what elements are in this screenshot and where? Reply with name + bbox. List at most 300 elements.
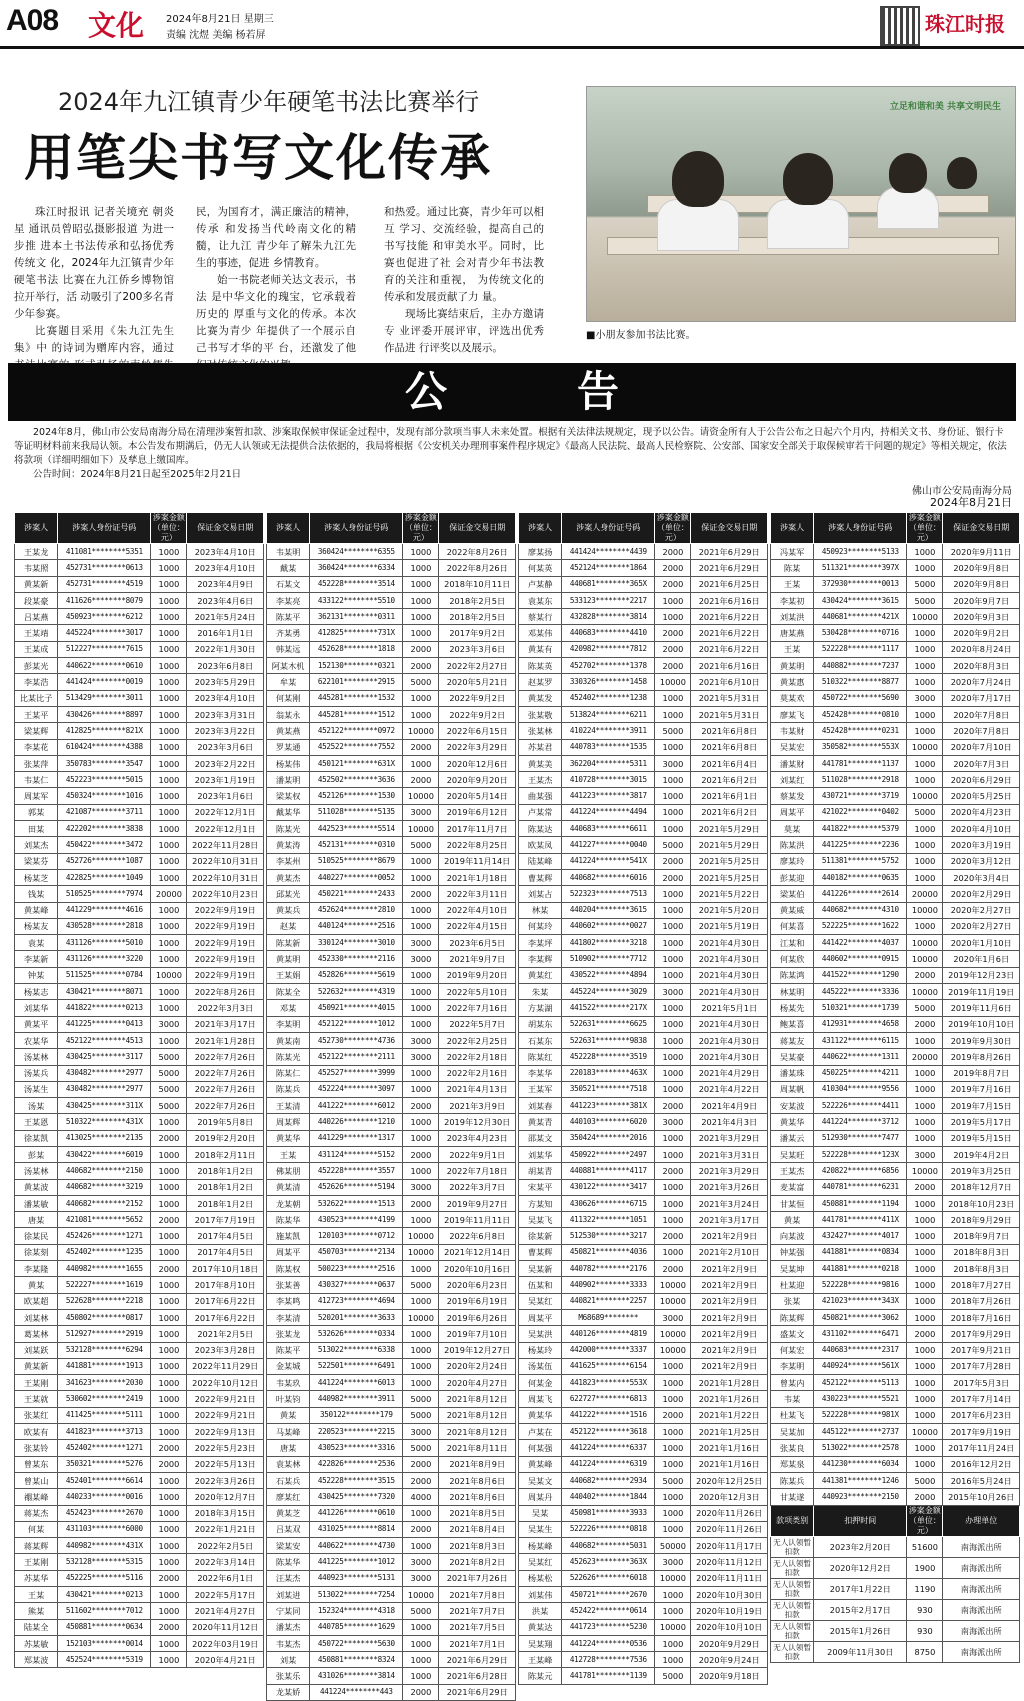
table-cell: 452731********0613 [58, 560, 151, 576]
table-cell: 412723********4694 [310, 1293, 403, 1309]
table-cell: 刘某伟 [519, 1587, 562, 1603]
table-row [267, 641, 516, 657]
table-cell: 廖某飞 [771, 706, 814, 722]
table-cell: 2021年3月9日 [439, 1098, 516, 1114]
table-cell: 江某和 [771, 935, 814, 951]
article-paragraph: 现场比赛结束后，主办方邀请专 业评委开展评审，评选出优秀作品进 行评奖以及展示。 [384, 308, 544, 354]
table-cell: 431102********6471 [814, 1326, 907, 1342]
table-cell: 蔡某行 [519, 609, 562, 625]
table-cell: 郭某 [15, 804, 58, 820]
table-cell: 2021年6月29日 [691, 544, 768, 560]
table-cell: 522228********1117 [814, 641, 907, 657]
table-row [267, 1538, 516, 1554]
table-cell: 530602********2419 [58, 1391, 151, 1407]
table-row [771, 935, 1020, 951]
table-cell: 2020年9月8日 [943, 576, 1020, 592]
table-cell: 欧某超 [15, 1293, 58, 1309]
table-row [771, 1000, 1020, 1016]
table-cell: 450881********8324 [310, 1652, 403, 1668]
table-cell: 钟某 [15, 967, 58, 983]
table-cell: 葛某林 [15, 1326, 58, 1342]
table-cell: 韦某财 [771, 723, 814, 739]
table-cell: 2020年9月8日 [943, 560, 1020, 576]
table-cell: 512227********7615 [58, 641, 151, 657]
table-row [519, 1342, 768, 1358]
table-cell: 2020年6月29日 [943, 772, 1020, 788]
table-cell: 1000 [151, 1293, 187, 1309]
table-cell: 622727********6813 [562, 1391, 655, 1407]
table-cell: 10000 [907, 1163, 943, 1179]
table-cell: 2020年9月11日 [943, 544, 1020, 560]
table-cell: 2017年9月29日 [943, 1326, 1020, 1342]
table-cell: 王某 [267, 1146, 310, 1162]
table-cell: 440124********2516 [310, 918, 403, 934]
table-row [15, 869, 264, 885]
table-cell: 吕某燕 [15, 609, 58, 625]
table-cell: 441723********5230 [562, 1619, 655, 1635]
table-row [267, 837, 516, 853]
table-cell: 刘某华 [15, 1000, 58, 1016]
table-cell: 2020年3月4日 [943, 869, 1020, 885]
table-row [771, 902, 1020, 918]
table-cell: 2021年4月30日 [691, 984, 768, 1000]
table-cell: 522626********6018 [562, 1570, 655, 1586]
table-row [771, 1599, 1020, 1620]
table-cell: 372930********0013 [814, 576, 907, 592]
table-row [771, 706, 1020, 722]
table-cell: 2021年7月5日 [439, 1619, 516, 1635]
table-cell: 2021年4月30日 [691, 1032, 768, 1048]
table-cell: 2022年8月26日 [439, 560, 516, 576]
table-cell: 2020年9月2日 [943, 625, 1020, 641]
table-cell: 2021年6月8日 [691, 739, 768, 755]
table-cell: 50000 [655, 1538, 691, 1554]
table-row [771, 1146, 1020, 1162]
table-cell: 450923********6212 [58, 609, 151, 625]
table-cell: 2000 [403, 1684, 439, 1700]
table-cell: 1000 [151, 1146, 187, 1162]
table-cell: 3000 [151, 1016, 187, 1032]
table-row [519, 804, 768, 820]
table-cell: 2021年4月30日 [691, 951, 768, 967]
table-cell: 2021年7月1日 [439, 1635, 516, 1651]
table-cell: 2019年3月25日 [943, 1163, 1020, 1179]
table-cell: 2022年2月18日 [439, 1049, 516, 1065]
table-cell: 2017年6月23日 [943, 1407, 1020, 1423]
table-cell: 刘某洪 [771, 609, 814, 625]
table-cell: 1000 [151, 1587, 187, 1603]
table-cell: 邓某伟 [519, 625, 562, 641]
table-row [267, 1130, 516, 1146]
table-row [267, 1212, 516, 1228]
table-row [15, 609, 264, 625]
table-row [771, 1391, 1020, 1407]
table-cell: 1000 [403, 1358, 439, 1374]
table-cell: 2000 [151, 1570, 187, 1586]
table-row [519, 544, 768, 560]
table-row [519, 886, 768, 902]
table-cell: 1000 [403, 1261, 439, 1277]
table-cell: 452402********1271 [58, 1440, 151, 1456]
table-cell: 2019年5月17日 [943, 1114, 1020, 1130]
table-row [15, 1130, 264, 1146]
table-cell: 阿某木机 [267, 658, 310, 674]
table-cell: 2023年4月23日 [439, 1130, 516, 1146]
table-cell: 430482********2977 [58, 1065, 151, 1081]
table-cell: 532128********5315 [58, 1554, 151, 1570]
table-cell: 1000 [151, 1358, 187, 1374]
table-cell: 吴某翔 [519, 1635, 562, 1651]
table-cell: 1000 [403, 1212, 439, 1228]
table-row [519, 869, 768, 885]
table-row [15, 674, 264, 690]
table-cell: 452402********1235 [58, 1244, 151, 1260]
table-row [771, 1440, 1020, 1456]
table-cell: 1000 [907, 1293, 943, 1309]
table-cell: 1000 [151, 1635, 187, 1651]
table-cell: 431103********6000 [58, 1521, 151, 1537]
table-cell: 2021年8月12日 [439, 1424, 516, 1440]
table-cell: 445222********3336 [814, 984, 907, 1000]
table-row [771, 1407, 1020, 1423]
table-row [267, 1261, 516, 1277]
table-cell: 2021年4月30日 [691, 1016, 768, 1032]
table-cell: 1000 [151, 544, 187, 560]
table-row [519, 1163, 768, 1179]
table-cell: 唐某 [267, 1440, 310, 1456]
table-cell: 2000 [151, 1440, 187, 1456]
table-cell: 411626********8079 [58, 592, 151, 608]
table-cell: 10000 [655, 1277, 691, 1293]
table-cell: 2020年9月3日 [943, 609, 1020, 625]
table-cell: 2021年6月2日 [691, 772, 768, 788]
table-cell: 杨某志 [15, 984, 58, 1000]
table-cell: 1000 [151, 1407, 187, 1423]
table-cell: 2021年1月28日 [691, 1375, 768, 1391]
table-cell: 王某 [771, 641, 814, 657]
table-cell: 445281********1532 [310, 690, 403, 706]
table-cell: 南海派出所 [943, 1578, 1020, 1599]
table-row [771, 984, 1020, 1000]
table-cell: 2021年2月9日 [691, 1277, 768, 1293]
table-row [15, 1098, 264, 1114]
table-cell: 3000 [655, 984, 691, 1000]
table-cell: 2021年8月4日 [439, 1521, 516, 1537]
table-cell: 黄某燕 [267, 723, 310, 739]
table-cell: 何某 [15, 1521, 58, 1537]
table-cell: 2017年6月22日 [187, 1309, 264, 1325]
table-cell: 431026********3814 [310, 1668, 403, 1684]
table-cell: 452124********1864 [562, 560, 655, 576]
table-cell: 2023年3月22日 [187, 723, 264, 739]
table-cell: 1000 [907, 1440, 943, 1456]
table-cell: 1000 [151, 658, 187, 674]
table-cell: 2021年7月26日 [439, 1570, 516, 1586]
table-cell: 450721********2670 [562, 1587, 655, 1603]
table-row [519, 1456, 768, 1472]
table-cell: 2021年2月9日 [691, 1293, 768, 1309]
table-cell: 1000 [907, 1277, 943, 1293]
table-row [519, 1195, 768, 1211]
table-cell: 2017年7月19日 [187, 1212, 264, 1228]
table-cell: 刘某 [267, 1652, 310, 1668]
table-cell: 441229********4616 [58, 902, 151, 918]
table-cell: 330326********1458 [562, 674, 655, 690]
table-cell: 1000 [907, 821, 943, 837]
table-cell: 420982********7812 [562, 641, 655, 657]
table-cell: 1000 [403, 1652, 439, 1668]
table-row [15, 984, 264, 1000]
table-row [267, 1358, 516, 1374]
table-cell: 李某华 [519, 1065, 562, 1081]
table-cell: 2021年2月9日 [691, 1309, 768, 1325]
table-row [267, 1293, 516, 1309]
table-cell: 陈某洪 [771, 837, 814, 853]
table-cell: 350582********553X [814, 739, 907, 755]
table-cell: 430523********4199 [310, 1212, 403, 1228]
table-row [771, 1557, 1020, 1578]
table-row [15, 1619, 264, 1635]
table-cell: 2021年4月13日 [439, 1081, 516, 1097]
table-cell: 20000 [907, 886, 943, 902]
table-cell: 350122********179 [310, 1407, 403, 1423]
table-cell: 2017年11月24日 [943, 1440, 1020, 1456]
table-cell: 452624********2810 [310, 902, 403, 918]
table-cell: 2021年4月22日 [691, 1081, 768, 1097]
table-cell: 440602********0915 [814, 951, 907, 967]
table-cell: 2021年1月25日 [691, 1424, 768, 1440]
table-cell: 1000 [907, 1261, 943, 1277]
table-cell: 3000 [403, 1049, 439, 1065]
table-cell: 1000 [403, 1293, 439, 1309]
table-cell: 441881********0218 [814, 1261, 907, 1277]
table-cell: 1000 [403, 1130, 439, 1146]
table-cell: 431126********3220 [58, 951, 151, 967]
table-cell: 汤某生 [15, 1081, 58, 1097]
table-cell: 440923********5131 [310, 1570, 403, 1586]
table-row [15, 560, 264, 576]
table-cell: 黄某华 [771, 1114, 814, 1130]
table-cell: 何某刚 [267, 690, 310, 706]
table-cell: 2000 [151, 1261, 187, 1277]
table-cell: 1000 [403, 984, 439, 1000]
table-cell: 彭某迎 [771, 869, 814, 885]
table-cell: 1000 [907, 1212, 943, 1228]
table-row [267, 1146, 516, 1162]
table-cell: 2020年8月24日 [943, 641, 1020, 657]
table-cell: 黄某新 [15, 1358, 58, 1374]
page-header [0, 0, 1024, 48]
table-cell: 2009年11月30日 [814, 1641, 907, 1662]
table-cell: 440682********5031 [562, 1538, 655, 1554]
table-cell: 5000 [403, 837, 439, 853]
table-cell: 方某知 [519, 1195, 562, 1211]
table-cell: 440126********4819 [562, 1326, 655, 1342]
table-row [15, 641, 264, 657]
table-cell: 10000 [907, 951, 943, 967]
table-cell: 1000 [403, 544, 439, 560]
table-cell: 黄某明 [267, 951, 310, 967]
table-cell: 120103********0712 [310, 1228, 403, 1244]
table-cell: 2023年3月6日 [187, 739, 264, 755]
table-row [267, 1684, 516, 1700]
table-row [519, 1065, 768, 1081]
table-cell: 苏某君 [519, 739, 562, 755]
table-cell: 周某平 [519, 1309, 562, 1325]
table-row [15, 1456, 264, 1472]
table-cell: 452628********1818 [310, 641, 403, 657]
table-cell: 622101********2915 [310, 674, 403, 690]
table-cell: 430425********3117 [58, 1049, 151, 1065]
table-cell: 441424********4439 [562, 544, 655, 560]
table-cell: 2023年2月20日 [814, 1536, 907, 1557]
table-cell: 2022年10月12日 [187, 1375, 264, 1391]
table-cell: 441230********6034 [814, 1456, 907, 1472]
table-row [519, 1212, 768, 1228]
table-cell: 450802********0817 [58, 1309, 151, 1325]
table-cell: 1000 [907, 1407, 943, 1423]
table-cell: 1000 [151, 1505, 187, 1521]
table-row [15, 772, 264, 788]
table-cell: 刘某华 [519, 1146, 562, 1162]
table-cell: 黄某 [15, 1277, 58, 1293]
table-cell: 叶某钧 [267, 1391, 310, 1407]
table-cell: 2022年7月26日 [187, 1049, 264, 1065]
table-cell: 无人认领暂扣款 [771, 1557, 814, 1578]
table-cell: 向某波 [771, 1228, 814, 1244]
table-cell: 450981********3933 [562, 1505, 655, 1521]
table-cell: 2022年10月23日 [187, 886, 264, 902]
table-cell: 2021年7月8日 [439, 1587, 516, 1603]
table-cell: 3000 [655, 1309, 691, 1325]
table-cell: 1000 [151, 592, 187, 608]
table-cell: 4000 [403, 1489, 439, 1505]
table-cell: 郑某波 [15, 1652, 58, 1668]
table-cell: 10000 [907, 1424, 943, 1440]
table-cell: 522632********4319 [310, 984, 403, 1000]
table-cell: 2020年11月12日 [187, 1619, 264, 1635]
table-row [267, 1016, 516, 1032]
table-cell: 2018年8月3日 [943, 1244, 1020, 1260]
table-cell: 452702********1378 [562, 658, 655, 674]
table-cell: 2021年8月12日 [439, 1391, 516, 1407]
table-cell: 2022年8月26日 [439, 544, 516, 560]
table-row [519, 1130, 768, 1146]
table-cell: 430626********6715 [562, 1195, 655, 1211]
table-cell: 452122********1012 [310, 1016, 403, 1032]
table-row [267, 918, 516, 934]
table-cell: 420822********6856 [814, 1163, 907, 1179]
table-cell: 441522********217X [562, 1000, 655, 1016]
table-cell: 刘某杰 [15, 837, 58, 853]
table-cell: 2022年6月1日 [187, 1570, 264, 1586]
table-cell: 1000 [403, 755, 439, 771]
table-cell: 452502********3636 [310, 772, 403, 788]
table-cell: 152130********0321 [310, 658, 403, 674]
table-row [771, 1326, 1020, 1342]
table-cell: 甘某恒 [771, 1195, 814, 1211]
table-cell: 2018年7月26日 [943, 1293, 1020, 1309]
table-cell: 1000 [907, 1081, 943, 1097]
table-cell: 1000 [403, 869, 439, 885]
table-cell: 522323********7513 [562, 886, 655, 902]
table-cell: 440227********0052 [310, 869, 403, 885]
table-cell: 410224********3911 [562, 723, 655, 739]
table-cell: 2022年7月16日 [439, 1000, 516, 1016]
article-column-2 [196, 204, 356, 374]
table-cell: 1000 [403, 1000, 439, 1016]
table-cell: 452826********5619 [310, 967, 403, 983]
table-cell: 2022年8月25日 [439, 837, 516, 853]
table-cell: 陆某全 [15, 1619, 58, 1635]
table-cell: 2019年5月15日 [943, 1130, 1020, 1146]
table-cell: 430421********0213 [58, 1587, 151, 1603]
table-cell: 林某 [519, 902, 562, 918]
table-row [267, 1342, 516, 1358]
table-cell: 戴某 [267, 560, 310, 576]
table-cell: 10000 [907, 739, 943, 755]
table-cell: 刘某占 [519, 886, 562, 902]
table-row [519, 1635, 768, 1651]
table-cell: 鲍某喜 [771, 1016, 814, 1032]
table-cell: 2021年3月26日 [691, 1179, 768, 1195]
table-cell: 2019年7月10日 [439, 1326, 516, 1342]
table-cell: 1000 [655, 1049, 691, 1065]
table-row [267, 1521, 516, 1537]
table-cell: 2022年2月27日 [439, 658, 516, 674]
table-cell: 宁某同 [267, 1603, 310, 1619]
table-row [267, 592, 516, 608]
table-cell: 2023年3月6日 [439, 641, 516, 657]
table-cell: 440982********431X [58, 1538, 151, 1554]
table-cell: 430327********0637 [310, 1277, 403, 1293]
table-cell: 441822********5379 [814, 821, 907, 837]
table-cell: 2000 [403, 641, 439, 657]
table-cell: 2017年8月10日 [187, 1277, 264, 1293]
table-cell: 陈某红 [519, 1049, 562, 1065]
table-cell: 汤某林 [15, 1049, 58, 1065]
table-row [519, 1326, 768, 1342]
table-cell: 452428********0231 [814, 723, 907, 739]
table-cell: 2019年9月30日 [943, 1032, 1020, 1048]
table-row [771, 1212, 1020, 1228]
table-row [771, 1342, 1020, 1358]
table-cell: 王某杰 [771, 1163, 814, 1179]
table-cell: 532626********0334 [310, 1326, 403, 1342]
table-cell: 421087********3711 [58, 804, 151, 820]
table-row [15, 1554, 264, 1570]
table-cell: 3000 [403, 1032, 439, 1048]
table-cell: 2021年2月9日 [691, 1326, 768, 1342]
table-cell: 10000 [907, 984, 943, 1000]
table-cell: 王某刚 [15, 1554, 58, 1570]
table-cell: 2017年4月5日 [187, 1228, 264, 1244]
table-cell: 陈某平 [267, 1342, 310, 1358]
table-cell: 张某善 [267, 1277, 310, 1293]
table-cell: 441522********1290 [814, 967, 907, 983]
table-cell: 1000 [151, 935, 187, 951]
table-cell: 511028********5135 [310, 804, 403, 820]
table-cell: 2022年12月1日 [187, 821, 264, 837]
table-cell: 廖某扬 [519, 544, 562, 560]
table-row [267, 821, 516, 837]
table-cell: 430223********5521 [814, 1391, 907, 1407]
table-cell: 2018年10月23日 [943, 1195, 1020, 1211]
table-cell: 440783********1535 [562, 739, 655, 755]
table-cell: 2018年9月29日 [943, 1212, 1020, 1228]
table-cell: 刘某跃 [15, 1342, 58, 1358]
table-cell: 1000 [151, 1032, 187, 1048]
